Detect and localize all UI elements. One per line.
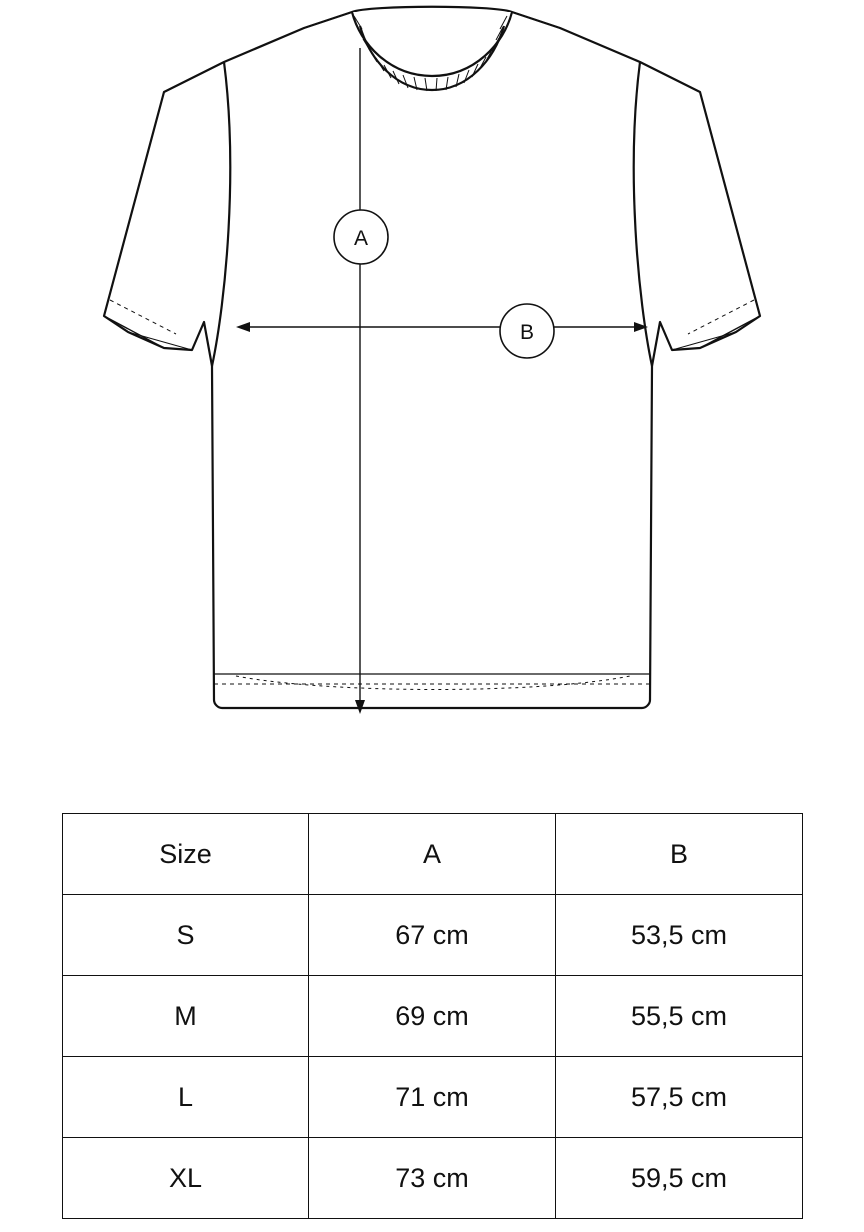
cell-size: S bbox=[63, 895, 309, 976]
marker-a bbox=[334, 210, 388, 264]
size-table bbox=[62, 813, 803, 1219]
cell-a: 69 cm bbox=[309, 976, 556, 1057]
table-row bbox=[63, 1138, 803, 1219]
cell-b: 57,5 cm bbox=[556, 1057, 803, 1138]
cell-size: L bbox=[63, 1057, 309, 1138]
table-row bbox=[63, 1057, 803, 1138]
cell-size: XL bbox=[63, 1138, 309, 1219]
table-header-row bbox=[63, 814, 803, 895]
cell-b: 55,5 cm bbox=[556, 976, 803, 1057]
cell-b: 53,5 cm bbox=[556, 895, 803, 976]
size-chart bbox=[62, 813, 802, 1219]
cell-a: 71 cm bbox=[309, 1057, 556, 1138]
marker-b bbox=[500, 304, 554, 358]
table-row bbox=[63, 895, 803, 976]
column-header-b: B bbox=[556, 814, 803, 895]
cell-a: 67 cm bbox=[309, 895, 556, 976]
tshirt-outline bbox=[104, 7, 760, 708]
cell-size: M bbox=[63, 976, 309, 1057]
column-header-size: Size bbox=[63, 814, 309, 895]
cell-a: 73 cm bbox=[309, 1138, 556, 1219]
marker-b-label: B bbox=[519, 321, 535, 344]
table-row bbox=[63, 976, 803, 1057]
column-header-a: A bbox=[309, 814, 556, 895]
marker-a-label: A bbox=[353, 227, 369, 250]
cell-b: 59,5 cm bbox=[556, 1138, 803, 1219]
